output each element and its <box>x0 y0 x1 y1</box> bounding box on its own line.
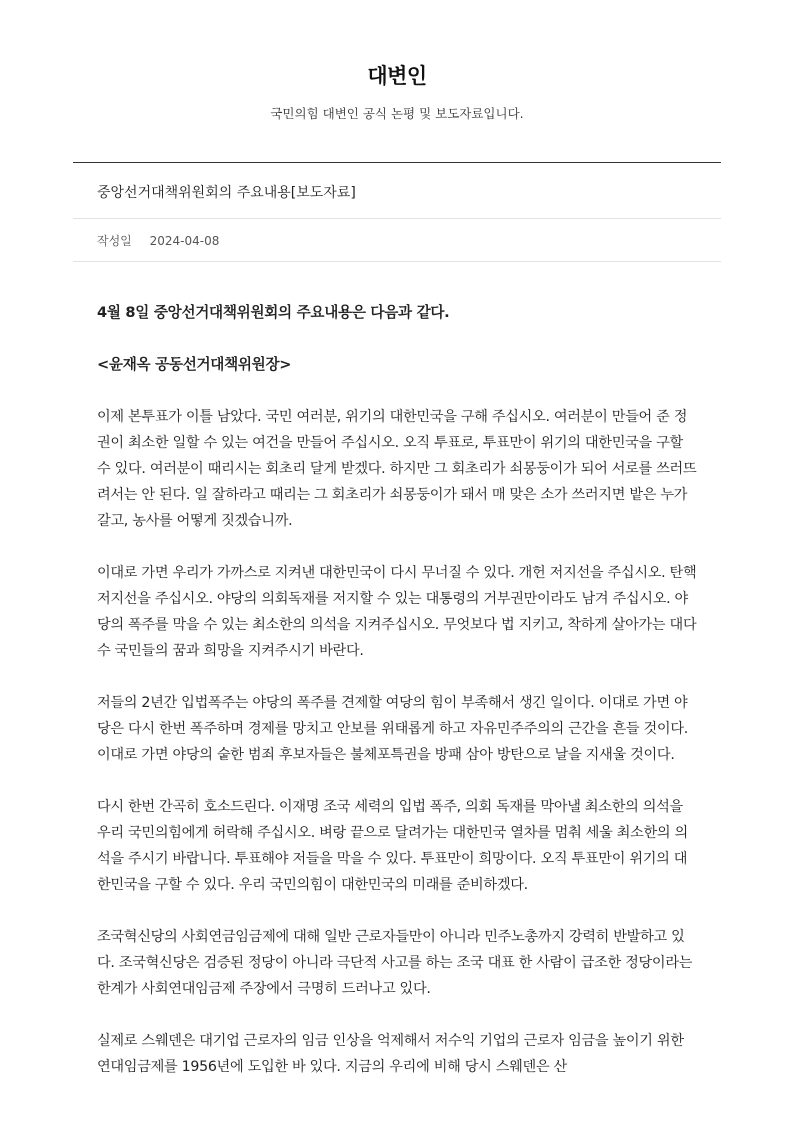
post-meta <box>97 232 219 249</box>
post-body <box>97 300 697 1106</box>
body-paragraph: 이제 본투표가 이틀 남았다. 국민 여러분, 위기의 대한민국을 구해 주십시오. 여러분이 만들어 준 정권이 최소한 일할 수 있는 여건을 만들어 주십시오. 오직 투표로, 투표만이 위기의 대한민국을 구할 수 있다. 여러분이 때리시는 회초리 달게 받겠다. 하지만 그 회초리가 쇠몽둥이가 되어 서로를 쓰러뜨려서는 안 된다. 일 잘하라고 때리는 그 회초리가 쇠몽둥이가 돼서 매 맞은 소가 쓰러지면 밭은 누가 갈고, 농사를 어떻게 짓겠습니까. <box>97 409 697 529</box>
body-paragraph: 이대로 가면 우리가 가까스로 지켜낸 대한민국이 다시 무너질 수 있다. 개헌 저지선을 주십시오. 탄핵 저지선을 주십시오. 야당의 의회독재를 저지할 수 있는 대통령의 거부권만이라도 남겨 주십시오. 야당의 폭주를 막을 수 있는 최소한의 의석을 지켜주십시오. 무엇보다 법 지키고, 착하게 살아가는 대다수 국민들의 꿈과 희망을 지켜주시기 바란다. <box>97 565 697 659</box>
post-title: 중앙선거대책위원회의 주요내용[보도자료] <box>97 185 356 201</box>
body-paragraph: 조국혁신당의 사회연금임금제에 대해 일반 근로자들만이 아니라 민주노총까지 강력히 반발하고 있다. 조국혁신당은 검증된 정당이 아니라 극단적 사고를 하는 조국 대표 한 사람이 급조한 정당이라는 한계가 사회연대임금제 주장에서 극명히 드러나고 있다. <box>97 929 693 997</box>
post-date: 2024-04-08 <box>149 234 220 248</box>
body-paragraph: 다시 한번 간곡히 호소드린다. 이재명 조국 세력의 입법 폭주, 의회 독재를 막아낼 최소한의 의석을 우리 국민의힘에게 허락해 주십시오. 벼랑 끝으로 달려가는 대한민국 열차를 멈춰 세울 최소한의 의석을 주시기 바랍니다. 투표해야 저들을 막을 수 있다. 투표만이 희망이다. 오직 투표만이 위기의 대한민국을 구할 수 있다. 우리 국민의힘이 대한민국의 미래를 준비하겠다. <box>97 799 688 893</box>
site-title: 대변인 <box>367 64 427 88</box>
headline: 4월 8일 중앙선거대책위원회의 주요내용은 다음과 같다. <box>97 304 450 321</box>
body-paragraph: 저들의 2년간 입법폭주는 야당의 폭주를 견제할 여당의 힘이 부족해서 생긴 일이다. 이대로 가면 야당은 다시 한번 폭주하며 경제를 망치고 안보를 위태롭게 하고 자유민주주의의 근간을 흔들 것이다. 이대로 가면 야당의 숱한 범죄 후보자들은 불체포특권을 방패 삼아 방탄으로 날을 지새울 것이다. <box>97 695 688 763</box>
meta-divider <box>73 261 721 262</box>
header-divider <box>73 162 721 163</box>
body-paragraph: 실제로 스웨덴은 대기업 근로자의 임금 인상을 억제해서 저수익 기업의 근로자 임금을 높이기 위한 연대임금제를 1956년에 도입한 바 있다. 지금의 우리에 비해 당시 스웨덴은 산 <box>97 1033 684 1075</box>
site-subtitle: 국민의힘 대변인 공식 논평 및 보도자료입니다. <box>270 106 524 121</box>
speaker-heading: <윤재옥 공동선거대책위원장> <box>97 356 292 373</box>
date-label: 작성일 <box>97 234 132 248</box>
title-divider <box>73 218 721 219</box>
